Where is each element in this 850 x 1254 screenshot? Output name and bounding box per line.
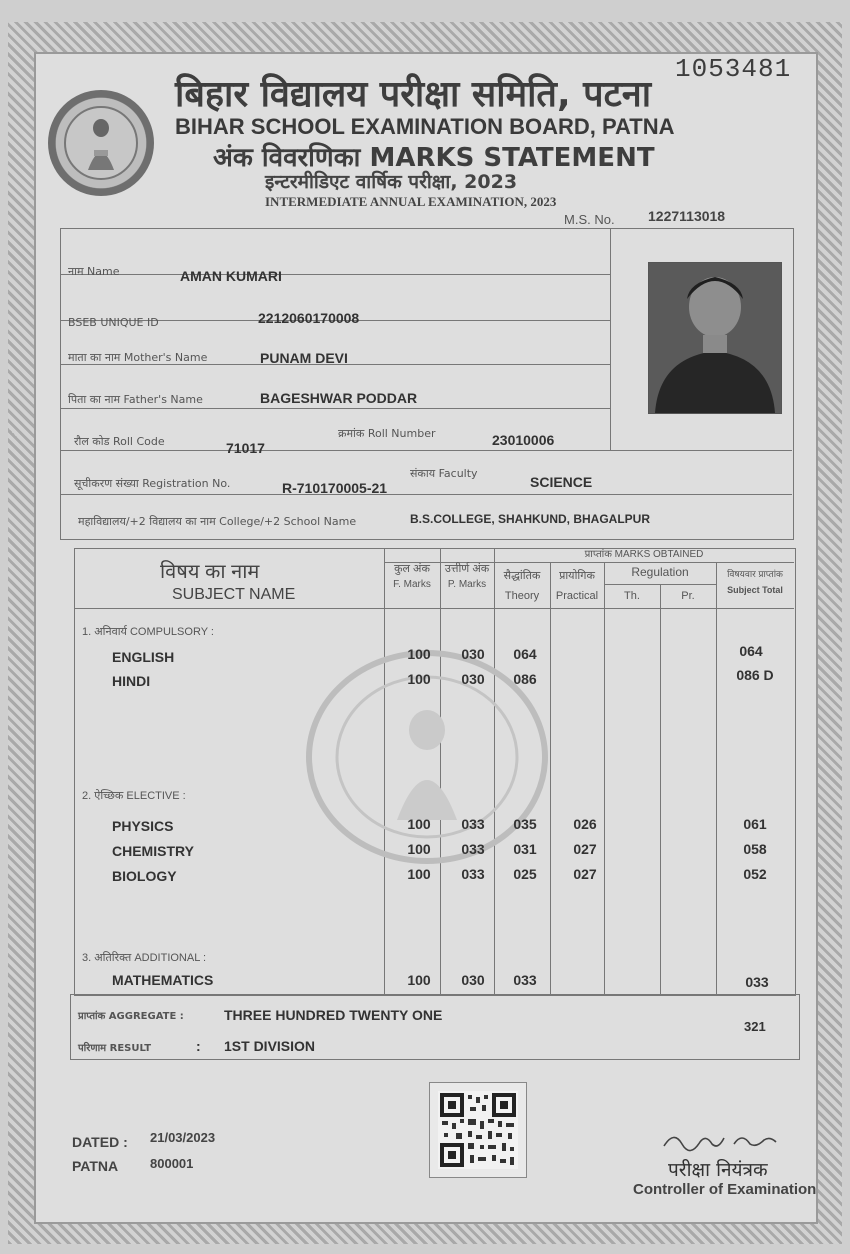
divider bbox=[660, 584, 661, 994]
pass-marks: 030 bbox=[461, 646, 485, 662]
result-value: 1ST DIVISION bbox=[224, 1038, 316, 1054]
college-value: B.S.COLLEGE, SHAHKUND, BHAGALPUR bbox=[410, 512, 651, 526]
board-title-english: BIHAR SCHOOL EXAMINATION BOARD, PATNA bbox=[175, 114, 675, 139]
divider bbox=[60, 450, 792, 451]
college-label: महाविद्यालय/+2 विद्यालय का नाम College/+2 School Name bbox=[78, 515, 357, 528]
divider bbox=[60, 274, 610, 275]
pass-marks-header-hindi: उत्तीर्ण अंक bbox=[444, 563, 490, 575]
board-title-hindi: बिहार विद्यालय परीक्षा समिति, पटना bbox=[175, 74, 652, 115]
roll-code-value: 71017 bbox=[226, 440, 265, 456]
mother-name-label: माता का नाम Mother's Name bbox=[68, 351, 208, 364]
theory-marks: 064 bbox=[513, 646, 537, 662]
name-value: AMAN KUMARI bbox=[180, 268, 282, 284]
roll-number-value: 23010006 bbox=[492, 432, 555, 448]
subject-name: ENGLISH bbox=[112, 649, 175, 665]
ms-number-value: 1227113018 bbox=[648, 208, 726, 224]
uid-value: 2212060170008 bbox=[258, 310, 360, 326]
divider bbox=[550, 562, 551, 994]
serial-number: 1053481 bbox=[675, 54, 792, 84]
marks-statement-title: अंक विवरणिका MARKS STATEMENT bbox=[213, 143, 655, 173]
faculty-label: संकाय Faculty bbox=[410, 467, 478, 480]
practical-marks: 027 bbox=[573, 866, 597, 882]
board-emblem-icon bbox=[48, 90, 154, 196]
student-photo bbox=[648, 262, 782, 414]
practical-header: Practical bbox=[555, 590, 599, 602]
name-label: नाम Name bbox=[68, 265, 120, 278]
section-compulsory: 1. अनिवार्य COMPULSORY : bbox=[82, 626, 214, 638]
aggregate-words: THREE HUNDRED TWENTY ONE bbox=[224, 1007, 443, 1023]
subject-total: 064 bbox=[739, 643, 763, 659]
divider bbox=[60, 408, 610, 409]
full-marks: 100 bbox=[407, 816, 431, 832]
subject-total: 061 bbox=[743, 816, 767, 832]
theory-marks: 033 bbox=[513, 972, 537, 988]
uid-label: BSEB UNIQUE ID bbox=[68, 316, 159, 329]
practical-marks: 027 bbox=[573, 841, 597, 857]
aggregate-label: प्राप्तांक AGGREGATE : bbox=[78, 1011, 184, 1022]
theory-header: Theory bbox=[504, 590, 540, 602]
full-marks: 100 bbox=[407, 646, 431, 662]
place-label: PATNA bbox=[72, 1158, 119, 1174]
subject-header-hindi: विषय का नाम bbox=[160, 561, 260, 583]
dated-value: 21/03/2023 bbox=[150, 1130, 216, 1145]
roll-code-label: रौल कोड Roll Code bbox=[74, 435, 165, 448]
faculty-value: SCIENCE bbox=[530, 474, 593, 490]
subject-name: BIOLOGY bbox=[112, 868, 177, 884]
pass-marks: 033 bbox=[461, 841, 485, 857]
ms-number-label: M.S. No. bbox=[564, 212, 615, 227]
full-marks: 100 bbox=[407, 972, 431, 988]
subject-total-header: Subject Total bbox=[727, 585, 783, 595]
qr-code-icon bbox=[429, 1082, 527, 1178]
pass-marks-header: P. Marks bbox=[447, 579, 487, 590]
place-value: 800001 bbox=[150, 1156, 194, 1171]
pass-marks: 033 bbox=[461, 816, 485, 832]
theory-marks: 031 bbox=[513, 841, 537, 857]
regulation-header: Regulation bbox=[631, 565, 689, 579]
regulation-theory-header: Th. bbox=[624, 590, 640, 602]
result-label: परिणाम RESULT bbox=[78, 1043, 152, 1054]
divider bbox=[74, 608, 794, 609]
exam-title-english: INTERMEDIATE ANNUAL EXAMINATION, 2023 bbox=[265, 194, 557, 209]
pass-marks: 030 bbox=[461, 972, 485, 988]
practical-marks: 026 bbox=[573, 816, 597, 832]
subject-name: MATHEMATICS bbox=[112, 972, 214, 988]
subject-name: CHEMISTRY bbox=[112, 843, 194, 859]
theory-marks: 025 bbox=[513, 866, 537, 882]
theory-marks: 035 bbox=[513, 816, 537, 832]
marks-obtained-header: प्राप्तांक MARKS OBTAINED bbox=[584, 549, 704, 560]
mother-name-value: PUNAM DEVI bbox=[260, 350, 348, 366]
subject-total: 033 bbox=[745, 974, 769, 990]
father-name-label: पिता का नाम Father's Name bbox=[68, 393, 203, 406]
result-colon: : bbox=[196, 1038, 201, 1054]
regulation-practical-header: Pr. bbox=[681, 590, 695, 602]
theory-marks: 086 bbox=[513, 671, 537, 687]
father-name-value: BAGESHWAR PODDAR bbox=[260, 390, 418, 406]
registration-value: R-710170005-21 bbox=[282, 480, 388, 496]
dated-label: DATED : bbox=[72, 1134, 128, 1150]
aggregate-value: 321 bbox=[744, 1019, 766, 1034]
exam-title-hindi: इन्टरमीडिएट वार्षिक परीक्षा, 2023 bbox=[265, 171, 518, 193]
full-marks: 100 bbox=[407, 841, 431, 857]
subject-name: PHYSICS bbox=[112, 818, 174, 834]
divider bbox=[60, 494, 792, 495]
subject-total-header-hindi: विषयवार प्राप्तांक bbox=[727, 569, 783, 579]
subject-total: 052 bbox=[743, 866, 767, 882]
signature-title-english: Controller of Examination bbox=[633, 1181, 817, 1198]
practical-header-hindi: प्रायोगिक bbox=[559, 570, 595, 582]
full-marks: 100 bbox=[407, 866, 431, 882]
section-elective: 2. ऐच्छिक ELECTIVE : bbox=[82, 790, 186, 802]
subject-total: 058 bbox=[743, 841, 767, 857]
section-additional: 3. अतिरिक्त ADDITIONAL : bbox=[82, 952, 207, 964]
full-marks: 100 bbox=[407, 671, 431, 687]
full-marks-header-hindi: कुल अंक bbox=[394, 563, 430, 575]
pass-marks: 033 bbox=[461, 866, 485, 882]
subject-header-english: SUBJECT NAME bbox=[172, 586, 296, 603]
divider bbox=[716, 562, 717, 994]
theory-header-hindi: सैद्धांतिक bbox=[503, 570, 541, 582]
signature-title-hindi: परीक्षा नियंत्रक bbox=[668, 1159, 768, 1181]
divider bbox=[610, 228, 611, 450]
subject-total: 086 D bbox=[736, 667, 774, 683]
roll-number-label: क्रमांक Roll Number bbox=[338, 427, 436, 440]
subject-name: HINDI bbox=[112, 673, 151, 689]
full-marks-header: F. Marks bbox=[393, 579, 431, 590]
pass-marks: 030 bbox=[461, 671, 485, 687]
registration-label: सूचीकरण संख्या Registration No. bbox=[74, 477, 231, 490]
signature-icon bbox=[660, 1124, 780, 1158]
summary-box bbox=[70, 994, 800, 1060]
divider bbox=[604, 562, 605, 994]
